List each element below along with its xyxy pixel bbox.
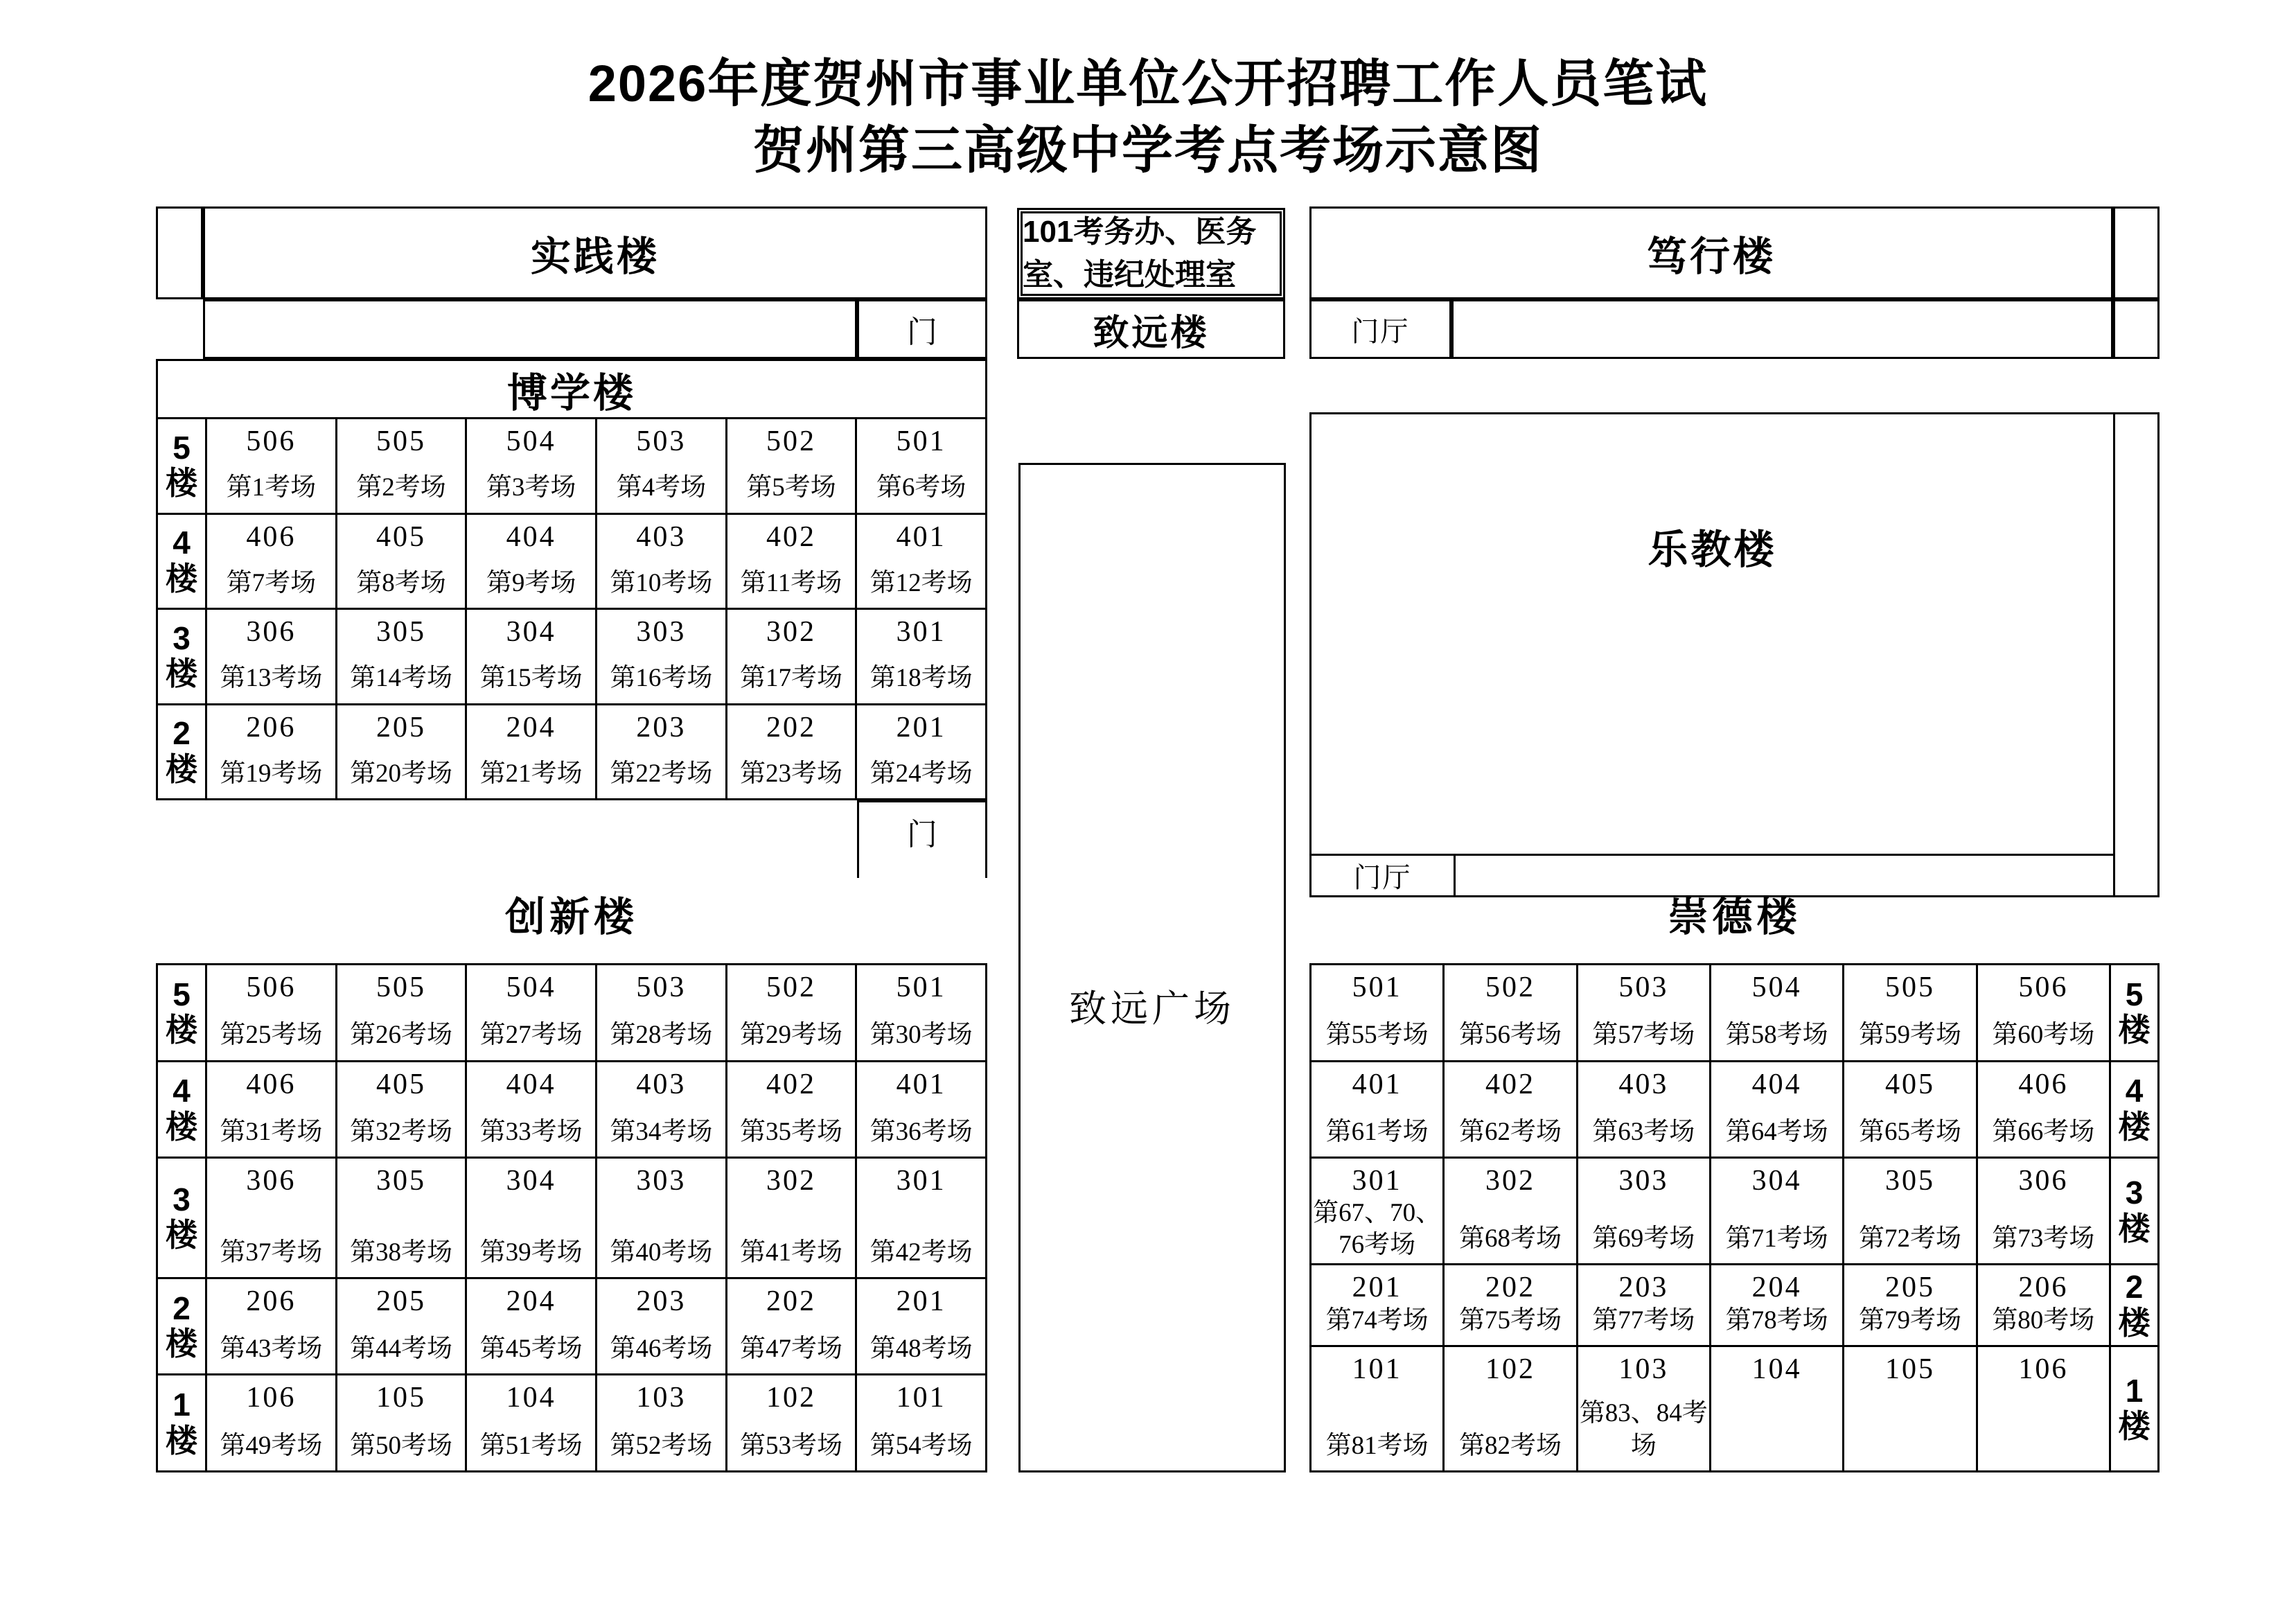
room-number: 504: [506, 425, 556, 457]
room-cell: [207, 610, 335, 703]
exam-hall-label: 第67、70、76考场: [1313, 1199, 1442, 1260]
exam-hall-label: 第44考场: [349, 1335, 452, 1364]
floor-label: 5 楼: [158, 965, 205, 1060]
room-cell: [467, 1159, 595, 1277]
room-cell: [1445, 1159, 1575, 1263]
room-cell: [597, 1062, 725, 1157]
exam-hall-label: 第9考场: [486, 568, 576, 597]
room-number: 402: [766, 1068, 816, 1100]
room-number: 501: [1352, 971, 1402, 1003]
building-name-boxuelou: 博学楼: [506, 370, 636, 416]
room-number: 504: [506, 971, 556, 1003]
room-number: 102: [766, 1382, 816, 1414]
top-left-narrow-cell: [156, 206, 203, 299]
room-cell: [727, 1279, 856, 1374]
exam-hall-label: 第35考场: [739, 1117, 842, 1146]
room-number: 303: [636, 616, 687, 648]
exam-hall-label: 第74考场: [1325, 1306, 1429, 1335]
exam-hall-label: 第6考场: [876, 473, 966, 502]
building-name-chongdelou: 崇德楼: [1668, 895, 1801, 940]
exam-hall-label: 第32考场: [349, 1117, 452, 1146]
floor-label: 4 楼: [158, 1062, 205, 1157]
exam-hall-label: 第16考场: [610, 664, 713, 693]
room-cell: [597, 419, 725, 513]
exam-hall-label: 第15考场: [479, 664, 583, 693]
room-number: 101: [896, 1382, 946, 1414]
room-number: 402: [1485, 1068, 1535, 1100]
room-number: 305: [376, 1165, 426, 1197]
room-cell: [337, 1062, 466, 1157]
room-number: 205: [376, 711, 426, 744]
room-cell: [727, 1159, 856, 1277]
room-number: 205: [1884, 1272, 1935, 1304]
room-cell: [1312, 1159, 1442, 1263]
exam-hall-label: 第77考场: [1592, 1306, 1695, 1335]
exam-hall-label: 第68考场: [1458, 1224, 1562, 1254]
room-number: 206: [246, 1285, 297, 1317]
chuangxin-floor-table: [156, 963, 987, 1472]
room-number: 402: [766, 520, 816, 553]
room-cell: [857, 610, 985, 703]
exam-hall-label: 第42考场: [869, 1238, 973, 1267]
room-cell: [1445, 1062, 1575, 1157]
floor-label: 2 楼: [158, 705, 205, 799]
room-cell: [597, 610, 725, 703]
room-cell: [1711, 1265, 1842, 1345]
building-name-lejiaolou: 乐教楼: [1648, 527, 1777, 572]
room-number: 106: [246, 1382, 297, 1414]
exam-hall-label: 第31考场: [220, 1117, 323, 1146]
room-cell: [857, 515, 985, 608]
zhiyuan-square-box: [1018, 463, 1286, 1472]
exam-hall-label: 第10考场: [610, 568, 713, 597]
room-number: 401: [896, 520, 946, 553]
room-cell: [727, 1062, 856, 1157]
exam-hall-label: 第48考场: [869, 1335, 973, 1364]
room-cell: [467, 1279, 595, 1374]
room-number: 406: [246, 520, 297, 553]
room-number: 202: [766, 1285, 816, 1317]
room-number: 504: [1751, 971, 1802, 1003]
room-cell: [467, 1375, 595, 1470]
room-cell: [1578, 1347, 1709, 1470]
room-cell: [1578, 1159, 1709, 1263]
room-number: 403: [1618, 1068, 1669, 1100]
floor-label: 2 楼: [158, 1279, 205, 1374]
exam-hall-label: 第11考场: [740, 568, 842, 597]
room-number: 106: [2018, 1353, 2069, 1386]
exam-hall-label: 第37考场: [220, 1238, 323, 1267]
room-cell: [337, 1279, 466, 1374]
gate-cell-bottom-left: [857, 800, 987, 878]
exam-hall-label: 第65考场: [1858, 1117, 1961, 1146]
exam-hall-label: 第75考场: [1458, 1306, 1562, 1335]
room-number: 405: [1884, 1068, 1935, 1100]
exam-hall-label: 第40考场: [610, 1238, 713, 1267]
exam-hall-label: 第34考场: [610, 1117, 713, 1146]
floor-label: 5 楼: [158, 419, 205, 513]
room-number: 304: [1751, 1165, 1802, 1197]
room-cell: [727, 515, 856, 608]
room-cell: [1844, 1265, 1975, 1345]
room-number: 503: [1618, 971, 1669, 1003]
exam-hall-label: 第22考场: [610, 759, 713, 788]
floor-label: 3 楼: [158, 610, 205, 703]
room-cell: [1711, 1062, 1842, 1157]
room-cell: [337, 515, 466, 608]
room-cell: [1445, 965, 1575, 1060]
room-cell: [1978, 1265, 2109, 1345]
room-number: 506: [246, 425, 297, 457]
room-number: 101: [1352, 1353, 1402, 1386]
room-cell: [857, 419, 985, 513]
room-number: 302: [1485, 1165, 1535, 1197]
room-cell: [467, 419, 595, 513]
room-number: 301: [896, 616, 946, 648]
room-cell: [1312, 965, 1442, 1060]
exam-hall-label: 第27考场: [479, 1021, 583, 1050]
room-number: 203: [636, 711, 687, 744]
room-cell: [1978, 1347, 2109, 1470]
room-cell: [1711, 1159, 1842, 1263]
room-cell: [857, 1375, 985, 1470]
corridor-cell-left: [203, 299, 857, 359]
room-cell: [857, 1159, 985, 1277]
room-cell: [337, 419, 466, 513]
room-cell: [467, 610, 595, 703]
room-number: 204: [506, 1285, 556, 1317]
room-cell: [207, 515, 335, 608]
gate-cell-top-left: [857, 299, 987, 359]
floor-label: 4 楼: [2111, 1062, 2157, 1157]
room-number: 104: [506, 1382, 556, 1414]
room-number: 503: [636, 971, 687, 1003]
chongde-floor-table: [1309, 963, 2160, 1472]
room-cell: [857, 1279, 985, 1374]
floor-label: 3 楼: [2111, 1159, 2157, 1263]
room-number: 203: [636, 1285, 687, 1317]
room-cell: [1711, 965, 1842, 1060]
exam-hall-label: 第73考场: [1992, 1224, 2095, 1254]
exam-hall-label: 第43考场: [220, 1335, 323, 1364]
exam-hall-label: 第53考场: [739, 1431, 842, 1460]
room-number: 502: [1485, 971, 1535, 1003]
exam-hall-label: 第78考场: [1725, 1306, 1828, 1335]
exam-hall-label: 第49考场: [220, 1431, 323, 1460]
exam-hall-label: 第66考场: [1992, 1117, 2095, 1146]
exam-hall-label: 第18考场: [869, 664, 973, 693]
zhiyuan-square-label: 致远广场: [1069, 988, 1235, 1030]
boxue-floor-table: [158, 419, 985, 798]
top-right-narrow-cell: [2113, 206, 2160, 299]
exam-hall-label: 第64考场: [1725, 1117, 1828, 1146]
room-cell: [207, 1062, 335, 1157]
room-cell: [857, 965, 985, 1060]
exam-hall-label: 第46考场: [610, 1335, 713, 1364]
room-number: 301: [1352, 1165, 1402, 1197]
exam-hall-label: 第17考场: [739, 664, 842, 693]
shijian-building-cell: [203, 206, 987, 299]
room-cell: [467, 515, 595, 608]
room-cell: [1978, 965, 2109, 1060]
gate-label: 门: [907, 315, 937, 349]
room-cell: [467, 965, 595, 1060]
zhiyuan-building-cell: [1017, 299, 1285, 359]
room-cell: [337, 610, 466, 703]
exam-hall-label: 第50考场: [349, 1431, 452, 1460]
exam-hall-label: 第28考场: [610, 1021, 713, 1050]
exam-hall-label: 第36考场: [869, 1117, 973, 1146]
room-cell: [597, 1279, 725, 1374]
room-number: 401: [1352, 1068, 1402, 1100]
lobby-label: 门厅: [1351, 315, 1410, 347]
room-number: 505: [376, 971, 426, 1003]
room-cell: [857, 705, 985, 799]
room-cell: [1312, 1062, 1442, 1157]
second-row-right-narrow-cell: [2113, 299, 2160, 359]
exam-hall-label: 第81考场: [1325, 1431, 1429, 1460]
exam-hall-label: 第41考场: [739, 1238, 842, 1267]
room-number: 405: [376, 1068, 426, 1100]
room-number: 306: [246, 1165, 297, 1197]
room-number: 404: [506, 1068, 556, 1100]
room-cell: [597, 1375, 725, 1470]
room-cell: [1578, 965, 1709, 1060]
exam-hall-label: 第29考场: [739, 1021, 842, 1050]
room-cell: [207, 419, 335, 513]
duxing-building-cell: [1309, 206, 2113, 299]
room-number: 104: [1751, 1353, 1802, 1386]
room-cell: [207, 1159, 335, 1277]
exam-hall-label: 第5考场: [746, 473, 836, 502]
room-number: 301: [896, 1165, 946, 1197]
exam-hall-label: 第52考场: [610, 1431, 713, 1460]
exam-hall-label: 第62考场: [1458, 1117, 1562, 1146]
room-number: 306: [246, 616, 297, 648]
exam-hall-label: 第25考场: [220, 1021, 323, 1050]
exam-hall-label: 第71考场: [1725, 1224, 1828, 1254]
room-number: 505: [1884, 971, 1935, 1003]
building-name-duxinglou: 笃行楼: [1646, 234, 1776, 279]
exam-hall-label: 第2考场: [356, 473, 446, 502]
room-number: 201: [896, 1285, 946, 1317]
exam-hall-label: 第23考场: [739, 759, 842, 788]
room-cell: [1978, 1159, 2109, 1263]
corridor-cell-right: [1451, 299, 2113, 359]
exam-hall-label: 第19考场: [220, 759, 323, 788]
room-number: 102: [1485, 1353, 1535, 1386]
room-cell: [1445, 1265, 1575, 1345]
room-number: 201: [1352, 1272, 1402, 1304]
exam-hall-label: 第56考场: [1458, 1021, 1562, 1050]
exam-hall-label: 第30考场: [869, 1021, 973, 1050]
page-title-line1: 2026年度贺州市事业单位公开招聘工作人员笔试: [588, 55, 1708, 112]
room-number: 404: [1751, 1068, 1802, 1100]
room-cell: [727, 1375, 856, 1470]
room-number: 406: [2018, 1068, 2069, 1100]
room-number: 201: [896, 711, 946, 744]
room-cell: [597, 1159, 725, 1277]
room-cell: [1578, 1062, 1709, 1157]
exam-hall-label: 第63考场: [1592, 1117, 1695, 1146]
building-name-shijianlou: 实践楼: [530, 234, 660, 279]
room-number: 304: [506, 616, 556, 648]
room-number: 302: [766, 616, 816, 648]
exam-hall-label: 第20考场: [349, 759, 452, 788]
room-number: 203: [1618, 1272, 1669, 1304]
exam-hall-label: 第24考场: [869, 759, 973, 788]
room-number: 406: [246, 1068, 297, 1100]
exam-hall-label: 第82考场: [1458, 1431, 1562, 1460]
exam-hall-label: 第61考场: [1325, 1117, 1429, 1146]
room-number: 103: [636, 1382, 687, 1414]
exam-hall-label: 第21考场: [479, 759, 583, 788]
exam-hall-label: 第59考场: [1858, 1021, 1961, 1050]
room-cell: [1445, 1347, 1575, 1470]
room-number: 502: [766, 971, 816, 1003]
exam-hall-label: 第80考场: [1992, 1306, 2095, 1335]
exam-hall-label: 第54考场: [869, 1431, 973, 1460]
room-cell: [337, 1375, 466, 1470]
room-cell: [597, 705, 725, 799]
room-cell: [727, 705, 856, 799]
lobby-label-bottom-right: 门厅: [1353, 862, 1412, 893]
room-cell: [727, 419, 856, 513]
exam-hall-label: 第83、84考场: [1579, 1399, 1708, 1460]
boxue-building-box: [156, 359, 987, 800]
room-cell: [727, 610, 856, 703]
room-cell: [467, 1062, 595, 1157]
room-number: 305: [376, 616, 426, 648]
room-cell: [467, 705, 595, 799]
exam-hall-label: 第4考场: [616, 473, 707, 502]
room-number: 103: [1618, 1353, 1669, 1386]
room-number: 501: [896, 425, 946, 457]
room-number: 403: [636, 1068, 687, 1100]
lejiao-building-box: [1309, 412, 2160, 897]
exam-office-label: 101考务办、医务室、违纪处理室: [1023, 215, 1257, 292]
exam-hall-label: 第38考场: [349, 1238, 452, 1267]
room-cell: [337, 705, 466, 799]
exam-hall-label: 第1考场: [226, 473, 317, 502]
room-cell: [1978, 1062, 2109, 1157]
exam-hall-label: 第33考场: [479, 1117, 583, 1146]
floor-label: 3 楼: [158, 1159, 205, 1277]
room-number: 502: [766, 425, 816, 457]
room-cell: [337, 1159, 466, 1277]
exam-hall-label: 第58考场: [1725, 1021, 1828, 1050]
exam-hall-label: 第3考场: [486, 473, 576, 502]
room-number: 205: [376, 1285, 426, 1317]
building-name-chuangxinlou: 创新楼: [504, 895, 638, 940]
room-number: 303: [1618, 1165, 1669, 1197]
exam-hall-label: 第72考场: [1858, 1224, 1961, 1254]
room-number: 501: [896, 971, 946, 1003]
room-cell: [1711, 1347, 1842, 1470]
room-number: 506: [2018, 971, 2069, 1003]
exam-hall-label: 第14考场: [349, 664, 452, 693]
exam-hall-label: 第47考场: [739, 1335, 842, 1364]
exam-hall-label: 第60考场: [1992, 1021, 2095, 1050]
exam-hall-label: 第26考场: [349, 1021, 452, 1050]
room-cell: [207, 965, 335, 1060]
room-number: 505: [376, 425, 426, 457]
room-number: 304: [506, 1165, 556, 1197]
room-cell: [1312, 1347, 1442, 1470]
room-number: 401: [896, 1068, 946, 1100]
floor-label: 4 楼: [158, 515, 205, 608]
exam-hall-label: 第57考场: [1592, 1021, 1695, 1050]
room-number: 204: [1751, 1272, 1802, 1304]
exam-hall-label: 第51考场: [479, 1431, 583, 1460]
floor-label: 1 楼: [2111, 1347, 2157, 1470]
exam-hall-label: 第79考场: [1858, 1306, 1961, 1335]
exam-hall-label: 第7考场: [226, 568, 317, 597]
room-number: 303: [636, 1165, 687, 1197]
exam-hall-label: 第45考场: [479, 1335, 583, 1364]
room-cell: [1844, 1159, 1975, 1263]
exam-hall-label: 第39考场: [479, 1238, 583, 1267]
room-cell: [207, 1279, 335, 1374]
exam-hall-label: 第69考场: [1592, 1224, 1695, 1254]
floor-label: 1 楼: [158, 1375, 205, 1470]
floor-label: 2 楼: [2111, 1265, 2157, 1345]
room-number: 105: [376, 1382, 426, 1414]
room-number: 305: [1884, 1165, 1935, 1197]
room-number: 204: [506, 711, 556, 744]
room-number: 404: [506, 520, 556, 553]
room-cell: [1312, 1265, 1442, 1345]
exam-hall-label: 第12考场: [869, 568, 973, 597]
room-number: 403: [636, 520, 687, 553]
room-cell: [337, 965, 466, 1060]
room-cell: [597, 515, 725, 608]
room-cell: [1578, 1265, 1709, 1345]
building-header-boxuelou: [158, 361, 985, 419]
room-number: 202: [766, 711, 816, 744]
room-number: 503: [636, 425, 687, 457]
room-number: 206: [246, 711, 297, 744]
room-number: 105: [1884, 1353, 1935, 1386]
exam-hall-label: 第55考场: [1325, 1021, 1429, 1050]
room-number: 405: [376, 520, 426, 553]
exam-office-box: [1017, 208, 1285, 299]
room-number: 302: [766, 1165, 816, 1197]
room-cell: [1844, 1062, 1975, 1157]
room-cell: [597, 965, 725, 1060]
floor-label: 5 楼: [2111, 965, 2157, 1060]
room-number: 206: [2018, 1272, 2069, 1304]
lejiao-right-divider: [2113, 414, 2115, 895]
room-cell: [1844, 965, 1975, 1060]
room-cell: [857, 1062, 985, 1157]
lobby-cell-top-right: [1309, 299, 1451, 359]
exam-hall-label: 第13考场: [220, 664, 323, 693]
room-cell: [207, 705, 335, 799]
room-number: 306: [2018, 1165, 2069, 1197]
exam-hall-label: 第8考场: [356, 568, 446, 597]
page-title-line2: 贺州第三高级中学考点考场示意图: [753, 121, 1543, 179]
room-number: 506: [246, 971, 297, 1003]
room-cell: [1844, 1347, 1975, 1470]
room-cell: [727, 965, 856, 1060]
building-name-zhiyuanlou: 致远楼: [1093, 313, 1210, 353]
room-number: 202: [1485, 1272, 1535, 1304]
room-cell: [207, 1375, 335, 1470]
gate-label: 门: [907, 818, 937, 852]
